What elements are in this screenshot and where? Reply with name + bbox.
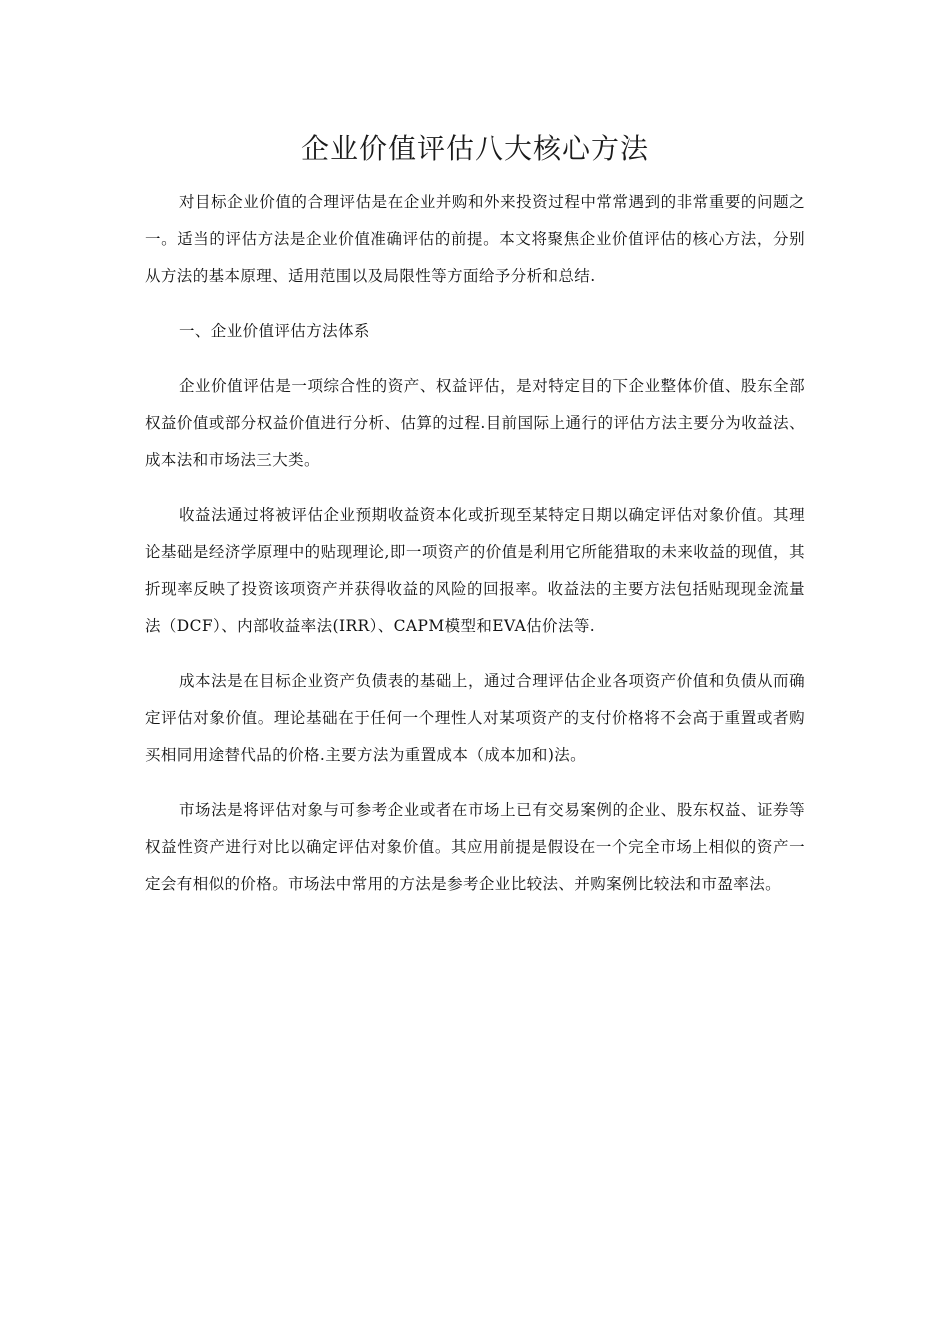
body-paragraph-overview: 企业价值评估是一项综合性的资产、权益评估，是对特定目的下企业整体价值、股东全部权益价值或部分权益价值进行分析、估算的过程.目前国际上通行的评估方法主要分为收益法、成本法和市场法三大类。 (145, 377, 805, 469)
intro-paragraph: 对目标企业价值的合理评估是在企业并购和外来投资过程中常常遇到的非常重要的问题之一。适当的评估方法是企业价值准确评估的前提。本文将聚焦企业价值评估的核心方法，分别从方法的基本原理、适用范围以及局限性等方面给予分析和总结. (145, 193, 805, 285)
section-heading: 一、企业价值评估方法体系 (179, 322, 370, 340)
body-paragraph-cost-approach: 成本法是在目标企业资产负债表的基础上，通过合理评估企业各项资产价值和负债从而确定评估对象价值。理论基础在于任何一个理性人对某项资产的支付价格将不会高于重置或者购买相同用途替代品的价格.主要方法为重置成本（成本加和)法。 (145, 672, 805, 764)
body-paragraph-market-approach: 市场法是将评估对象与可参考企业或者在市场上已有交易案例的企业、股东权益、证券等权益性资产进行对比以确定评估对象价值。其应用前提是假设在一个完全市场上相似的资产一定会有相似的价格。市场法中常用的方法是参考企业比较法、并购案例比较法和市盈率法。 (145, 801, 805, 893)
body-paragraph-income-approach: 收益法通过将被评估企业预期收益资本化或折现至某特定日期以确定评估对象价值。其理论基础是经济学原理中的贴现理论,即一项资产的价值是利用它所能猎取的未来收益的现值，其折现率反映了投资该项资产并获得收益的风险的回报率。收益法的主要方法包括贴现现金流量法（DCF）、内部收益率法(IRR）、CAPM模型和EVA估价法等. (145, 506, 805, 635)
document-page (145, 126, 805, 921)
document-title: 企业价值评估八大核心方法 (300, 132, 649, 165)
